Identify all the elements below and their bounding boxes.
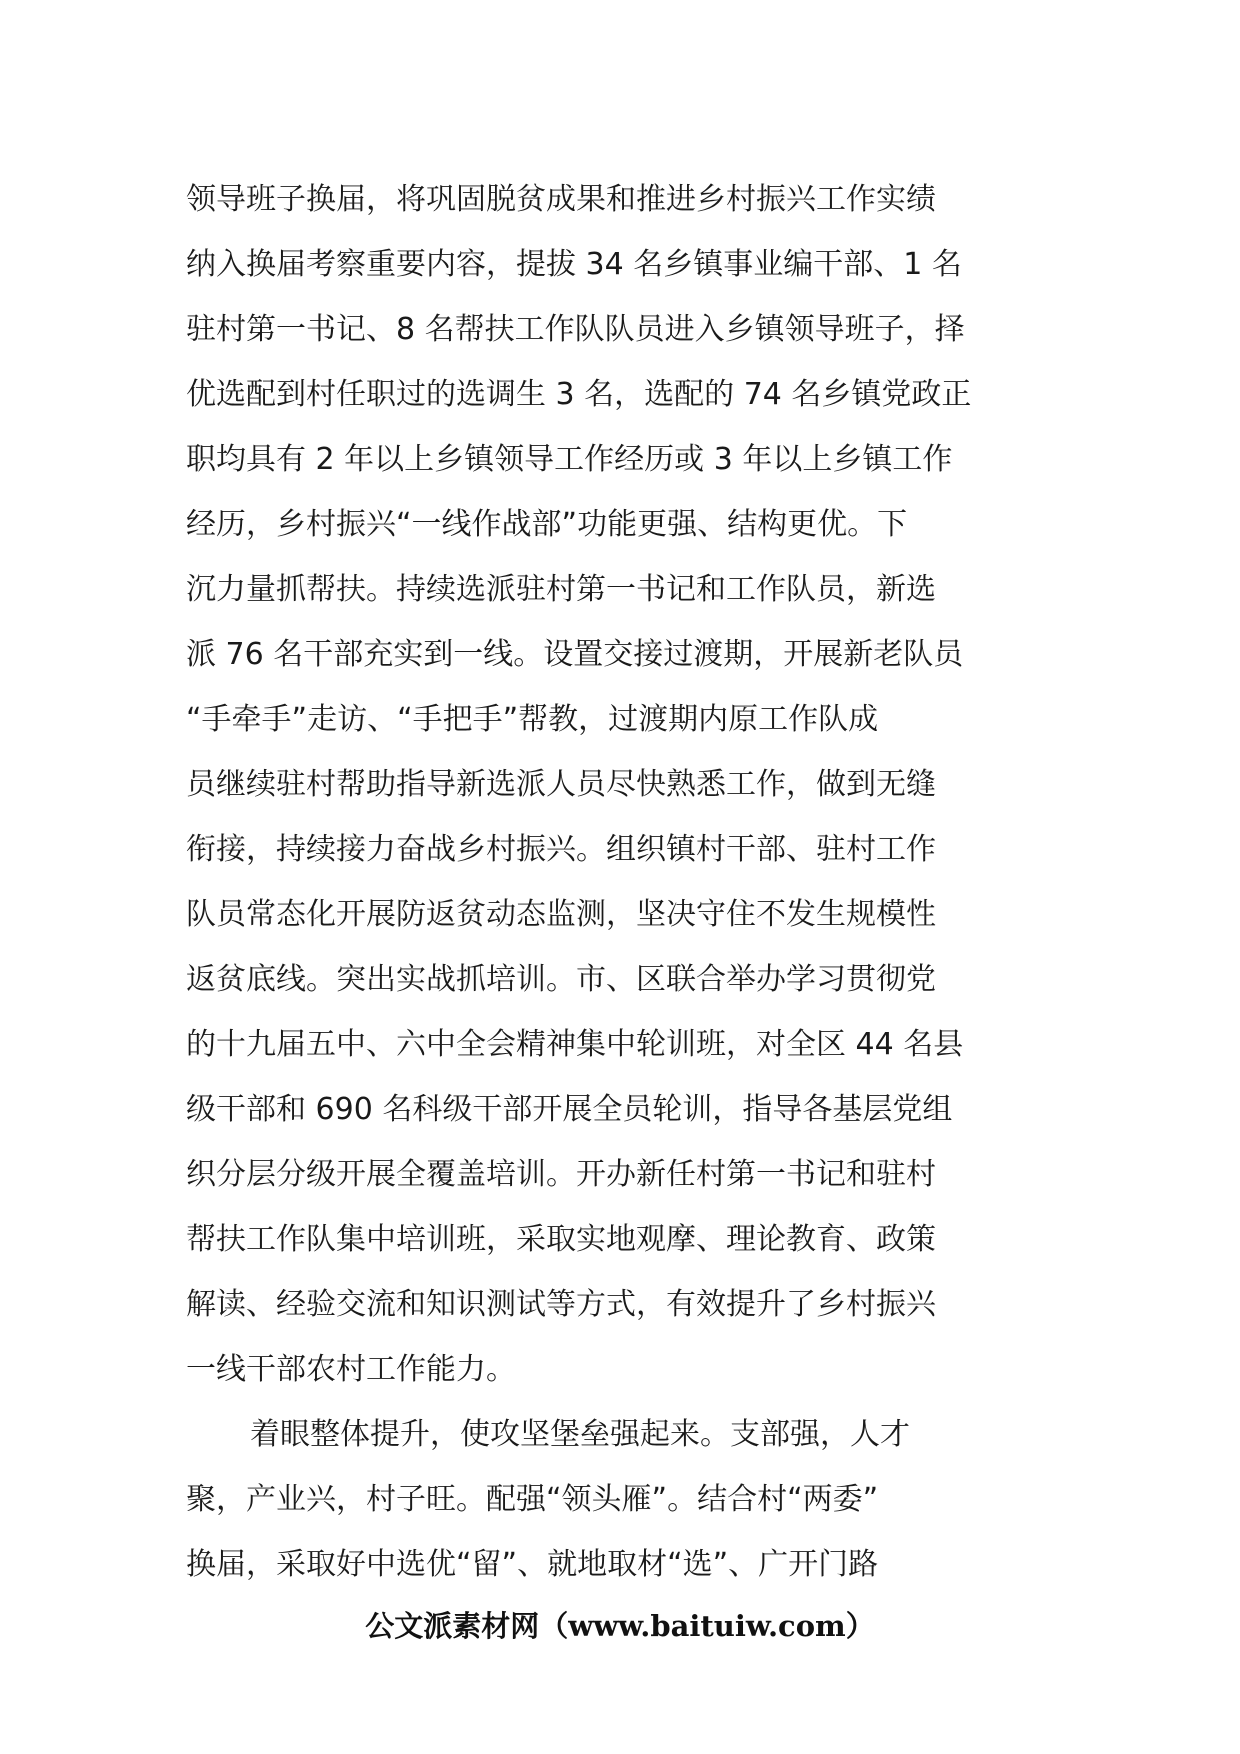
text-line: 经历，乡村振兴“一线作战部”功能更强、结构更优。下 bbox=[186, 507, 908, 542]
text-line: 职均具有 2 年以上乡镇领导工作经历或 3 年以上乡镇工作 bbox=[186, 442, 953, 477]
text-line: 衔接，持续接力奋战乡村振兴。组织镇村干部、驻村工作 bbox=[186, 832, 936, 867]
footer-watermark: 公文派素材网（www.baituiw.com） bbox=[365, 1609, 875, 1643]
text-line: 沉力量抓帮扶。持续选派驻村第一书记和工作队员，新选 bbox=[186, 572, 936, 607]
text-line: 的十九届五中、六中全会精神集中轮训班，对全区 44 名县 bbox=[186, 1027, 964, 1062]
text-line: 着眼整体提升，使攻坚堡垒强起来。支部强，人才 bbox=[250, 1417, 910, 1452]
text-line: 聚，产业兴，村子旺。配强“领头雁”。结合村“两委” bbox=[186, 1482, 879, 1517]
text-line: 换届，采取好中选优“留”、就地取材“选”、广开门路 bbox=[186, 1547, 879, 1582]
text-line: 队员常态化开展防返贫动态监测，坚决守住不发生规模性 bbox=[186, 897, 936, 932]
text-line: 级干部和 690 名科级干部开展全员轮训，指导各基层党组 bbox=[186, 1092, 953, 1127]
text-line: 优选配到村任职过的选调生 3 名，选配的 74 名乡镇党政正 bbox=[186, 377, 972, 412]
document-body bbox=[186, 167, 1056, 1597]
paragraph-1 bbox=[186, 167, 1056, 1402]
text-line: “手牵手”走访、“手把手”帮教，过渡期内原工作队成 bbox=[186, 702, 879, 737]
text-line: 员继续驻村帮助指导新选派人员尽快熟悉工作，做到无缝 bbox=[186, 767, 936, 802]
text-line: 返贫底线。突出实战抓培训。市、区联合举办学习贯彻党 bbox=[186, 962, 936, 997]
text-line: 纳入换届考察重要内容，提拔 34 名乡镇事业编干部、1 名 bbox=[186, 247, 962, 282]
text-line: 派 76 名干部充实到一线。设置交接过渡期，开展新老队员 bbox=[186, 637, 964, 672]
text-line: 帮扶工作队集中培训班，采取实地观摩、理论教育、政策 bbox=[186, 1222, 936, 1257]
paragraph-2 bbox=[186, 1402, 1056, 1597]
text-line: 驻村第一书记、8 名帮扶工作队队员进入乡镇领导班子，择 bbox=[186, 312, 965, 347]
text-line: 领导班子换届，将巩固脱贫成果和推进乡村振兴工作实绩 bbox=[186, 182, 936, 217]
text-line: 一线干部农村工作能力。 bbox=[186, 1352, 516, 1387]
text-line: 解读、经验交流和知识测试等方式，有效提升了乡村振兴 bbox=[186, 1287, 936, 1322]
text-line: 织分层分级开展全覆盖培训。开办新任村第一书记和驻村 bbox=[186, 1157, 936, 1192]
